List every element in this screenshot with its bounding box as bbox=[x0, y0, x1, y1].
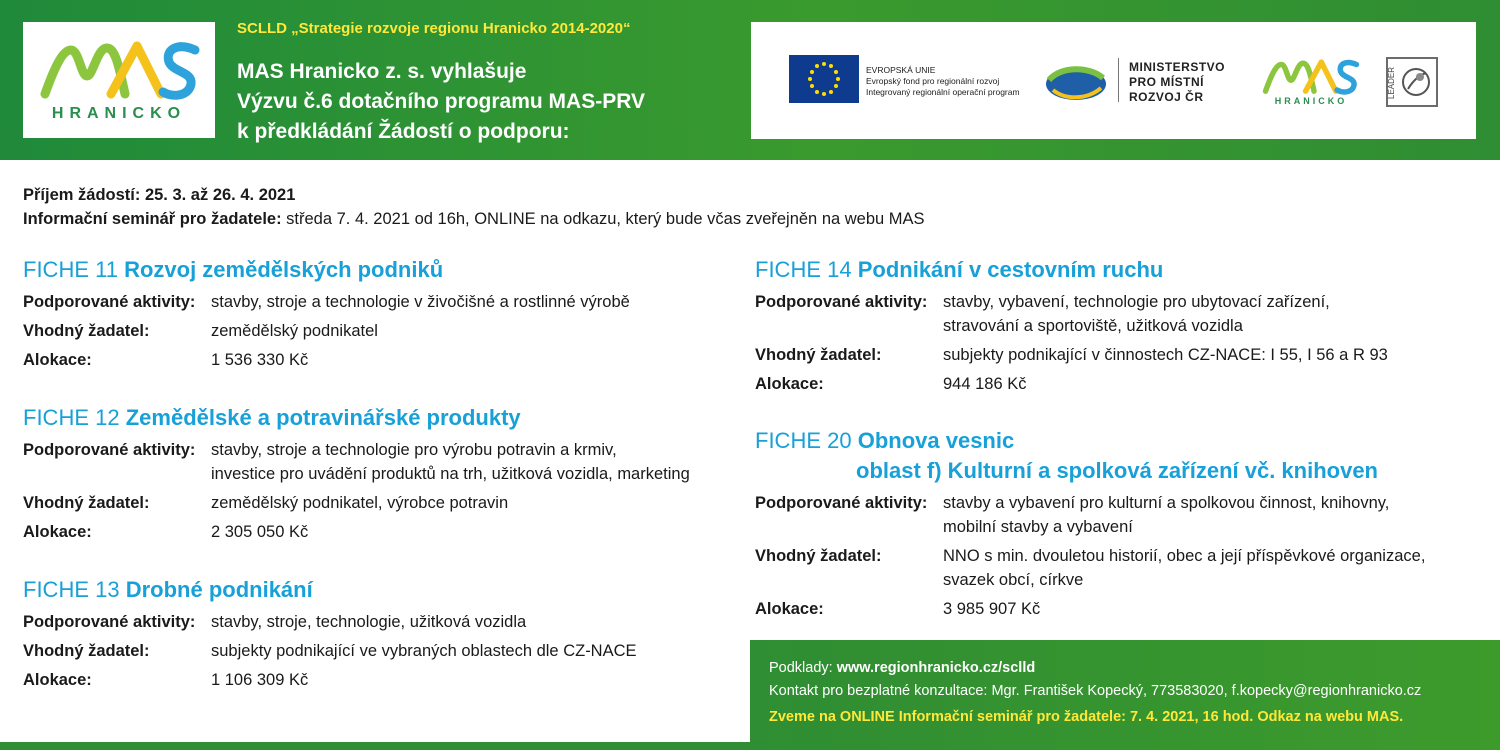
applicant-row: Vhodný žadatel: zemědělský podnikatel, výrobce potravin bbox=[23, 494, 509, 512]
intake-period-text: Příjem žádostí: 25. 3. až 26. 4. 2021 bbox=[23, 186, 296, 204]
fiche-20 bbox=[755, 426, 1425, 621]
eu-flag-icon bbox=[789, 55, 859, 103]
title-line: k předkládání Žádostí o podporu: bbox=[237, 120, 570, 143]
applicant-row-cont: svazek obcí, církve bbox=[943, 571, 1084, 589]
applicant-row: Vhodný žadatel: subjekty podnikající v činnostech CZ-NACE: I 55, I 56 a R 93 bbox=[755, 346, 1388, 364]
fiche-title: FICHE 12 Zemědělské a potravinářské produkty bbox=[23, 405, 521, 430]
allocation-row: Alokace: 1 536 330 Kč bbox=[23, 351, 309, 369]
call-dates bbox=[23, 183, 925, 231]
activities-row: Podporované aktivity: stavby a vybavení pro kulturní a spolkovou činnost, knihovny, bbox=[755, 494, 1390, 512]
leader-logo-icon bbox=[1386, 57, 1438, 107]
contact-line: Kontakt pro bezplatné konzultace: Mgr. František Kopecký, 773583020, f.kopecky@regionhranicko.cz bbox=[769, 683, 1422, 699]
fiche-12 bbox=[23, 403, 690, 544]
mmr-line: ROZVOJ ČR bbox=[1129, 90, 1204, 104]
mmr-line: PRO MÍSTNÍ bbox=[1129, 75, 1205, 89]
eu-line: EVROPSKÁ UNIE bbox=[866, 65, 936, 75]
leader-text: LEADER bbox=[1387, 66, 1396, 99]
applicant-row: Vhodný žadatel: zemědělský podnikatel bbox=[23, 322, 378, 340]
strategy-kicker: SCLLD „Strategie rozvoje regionu Hranicko 2014-2020“ bbox=[237, 20, 631, 37]
mas-logo-icon bbox=[41, 36, 199, 102]
activities-row-cont: investice pro uvádění produktů na trh, užitková vozidla, marketing bbox=[211, 465, 690, 483]
docs-line: Podklady: www.regionhranicko.cz/sclld bbox=[769, 660, 1036, 676]
fiche-13 bbox=[23, 575, 637, 692]
fiche-14 bbox=[755, 255, 1388, 396]
announcement-title bbox=[237, 57, 645, 147]
divider bbox=[1118, 58, 1119, 102]
eu-line: Integrovaný regionální operační program bbox=[866, 87, 1020, 97]
fiche-title: FICHE 20 Obnova vesnic bbox=[755, 428, 1015, 453]
intake-period bbox=[23, 183, 925, 207]
footer-contact-box bbox=[750, 640, 1500, 750]
mmr-line: MINISTERSTVO bbox=[1129, 60, 1226, 74]
header-banner bbox=[0, 0, 1500, 160]
fiche-title: FICHE 13 Drobné podnikání bbox=[23, 577, 313, 602]
fiche-title: FICHE 11 Rozvoj zemědělských podniků bbox=[23, 257, 444, 282]
fiche-subtitle: oblast f) Kulturní a spolková zařízení vč. knihoven bbox=[856, 458, 1378, 483]
activities-row-cont: stravování a sportoviště, užitková vozidla bbox=[943, 317, 1243, 335]
applicant-row: Vhodný žadatel: subjekty podnikající ve vybraných oblastech dle CZ-NACE bbox=[23, 642, 637, 660]
docs-link[interactable]: www.regionhranicko.cz/sclld bbox=[836, 660, 1036, 676]
mas-small-logo-icon bbox=[1263, 56, 1359, 96]
partner-logos bbox=[751, 22, 1476, 139]
eu-line: Evropský fond pro regionální rozvoj bbox=[866, 76, 1000, 86]
mas-hranicko-logo bbox=[23, 22, 215, 138]
mmr-caption bbox=[1129, 60, 1225, 105]
seminar-label: Informační seminář pro žadatele: bbox=[23, 210, 282, 228]
allocation-row: Alokace: 3 985 907 Kč bbox=[755, 600, 1041, 618]
bottom-strip bbox=[0, 742, 750, 750]
title-line: Výzvu č.6 dotačního programu MAS-PRV bbox=[237, 90, 646, 113]
allocation-row: Alokace: 944 186 Kč bbox=[755, 375, 1027, 393]
title-line: MAS Hranicko z. s. vyhlašuje bbox=[237, 60, 527, 83]
activities-row: Podporované aktivity: stavby, stroje a technologie v živočišné a rostlinné výrobě bbox=[23, 293, 630, 311]
activities-row: Podporované aktivity: stavby, vybavení, technologie pro ubytovací zařízení, bbox=[755, 293, 1330, 311]
activities-row-cont: mobilní stavby a vybavení bbox=[943, 518, 1133, 536]
applicant-row: Vhodný žadatel: NNO s min. dvouletou historií, obec a její příspěvkové organizace, bbox=[755, 547, 1426, 565]
allocation-row: Alokace: 2 305 050 Kč bbox=[23, 523, 309, 541]
mas-small-subtitle: HRANICKO bbox=[1274, 96, 1348, 106]
eu-caption bbox=[866, 65, 1020, 98]
fiche-title: FICHE 14 Podnikání v cestovním ruchu bbox=[755, 257, 1164, 282]
seminar-info bbox=[23, 207, 925, 231]
fiche-11 bbox=[23, 255, 630, 372]
allocation-row: Alokace: 1 106 309 Kč bbox=[23, 671, 309, 689]
activities-row: Podporované aktivity: stavby, stroje, technologie, užitková vozidla bbox=[23, 613, 527, 631]
logo-subtitle: HRANICKO bbox=[51, 105, 187, 122]
seminar-invite: Zveme na ONLINE Informační seminář pro žadatele: 7. 4. 2021, 16 hod. Odkaz na webu MAS. bbox=[769, 709, 1404, 725]
mmr-emblem-icon bbox=[1043, 60, 1109, 104]
seminar-value: středa 7. 4. 2021 od 16h, ONLINE na odkazu, který bude včas zveřejněn na webu MAS bbox=[281, 210, 925, 228]
activities-row: Podporované aktivity: stavby, stroje a technologie pro výrobu potravin a krmiv, bbox=[23, 441, 617, 459]
